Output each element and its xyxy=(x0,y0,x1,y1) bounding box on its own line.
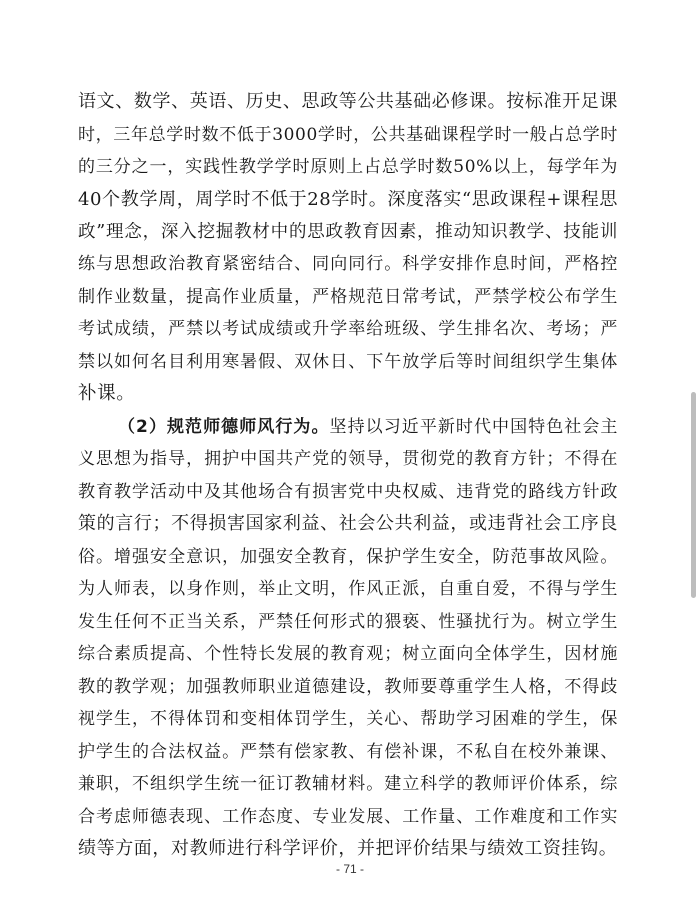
paragraph-line: 制作业数量，提高作业质量，严格规范日常考试，严禁学校公布学生 xyxy=(78,287,618,307)
section-first-line xyxy=(118,413,618,441)
paragraph-line: 护学生的合法权益。严禁有偿家教、有偿补课，不私自在校外兼课、 xyxy=(78,742,618,762)
paragraph-line: 合考虑师德表现、工作态度、专业发展、工作量、工作难度和工作实 xyxy=(78,807,618,827)
paragraph-line: 兼职，不组织学生统一征订教辅材料。建立科学的教师评价体系，综 xyxy=(78,774,618,794)
paragraph-line: 绩等方面，对教师进行科学评价，并把评价结果与绩效工资挂钩。 xyxy=(78,838,618,859)
section-heading: （2）规范师德师风行为。 xyxy=(118,417,330,437)
paragraph-line: 考试成绩，严禁以考试成绩或升学率给班级、学生排名次、考场；严 xyxy=(78,319,618,339)
paragraph-line: 俗。增强安全意识，加强安全教育，保护学生安全，防范事故风险。 xyxy=(78,547,618,567)
paragraph-line: 语文、数学、英语、历史、思政等公共基础必修课。按标准开足课 xyxy=(78,91,618,112)
paragraph-line: 的三分之一，实践性教学学时原则上占总学时数50%以上，每学年为 xyxy=(78,157,618,177)
paragraph-line: 练与思想政治教育紧密结合、同向同行。科学安排作息时间，严格控 xyxy=(78,254,618,274)
paragraph-line: 教的教学观；加强教师职业道德建设，教师要尊重学生人格，不得歧 xyxy=(78,677,618,697)
paragraph-line: 教育教学活动中及其他场合有损害党中央权威、违背党的路线方针政 xyxy=(78,482,618,502)
section-first-line-text: 坚持以习近平新时代中国特色社会主 xyxy=(329,417,618,437)
scrollbar-thumb[interactable] xyxy=(691,392,696,598)
paragraph-line: 义思想为指导，拥护中国共产党的领导，贯彻党的教育方针；不得在 xyxy=(78,449,618,469)
paragraph-line: 发生任何不正当关系，严禁任何形式的猥亵、性骚扰行为。树立学生 xyxy=(78,612,618,632)
page-number: - 71 - xyxy=(335,862,364,876)
paragraph-line: 为人师表，以身作则，举止文明，作风正派，自重自爱，不得与学生 xyxy=(78,579,618,599)
paragraph-line: 综合素质提高、个性特长发展的教育观；树立面向全体学生，因材施 xyxy=(78,644,618,664)
paragraph-line: 视学生，不得体罚和变相体罚学生，关心、帮助学习困难的学生，保 xyxy=(78,709,618,729)
paragraph-line: 40个教学周，周学时不低于28学时。深度落实“思政课程+课程思 xyxy=(78,189,618,210)
paragraph-line: 补课。 xyxy=(78,383,136,404)
paragraph-line: 策的言行；不得损害国家利益、社会公共利益，或违背社会工序良 xyxy=(78,513,618,534)
paragraph-line: 政”理念，深入挖掘教材中的思政教育因素，推动知识教学、技能训 xyxy=(78,222,618,242)
paragraph-line: 禁以如何名目利用寒暑假、双休日、下午放学后等时间组织学生集体 xyxy=(78,352,618,372)
paragraph-line: 时，三年总学时数不低于3000学时，公共基础课程学时一般占总学时 xyxy=(78,125,618,145)
